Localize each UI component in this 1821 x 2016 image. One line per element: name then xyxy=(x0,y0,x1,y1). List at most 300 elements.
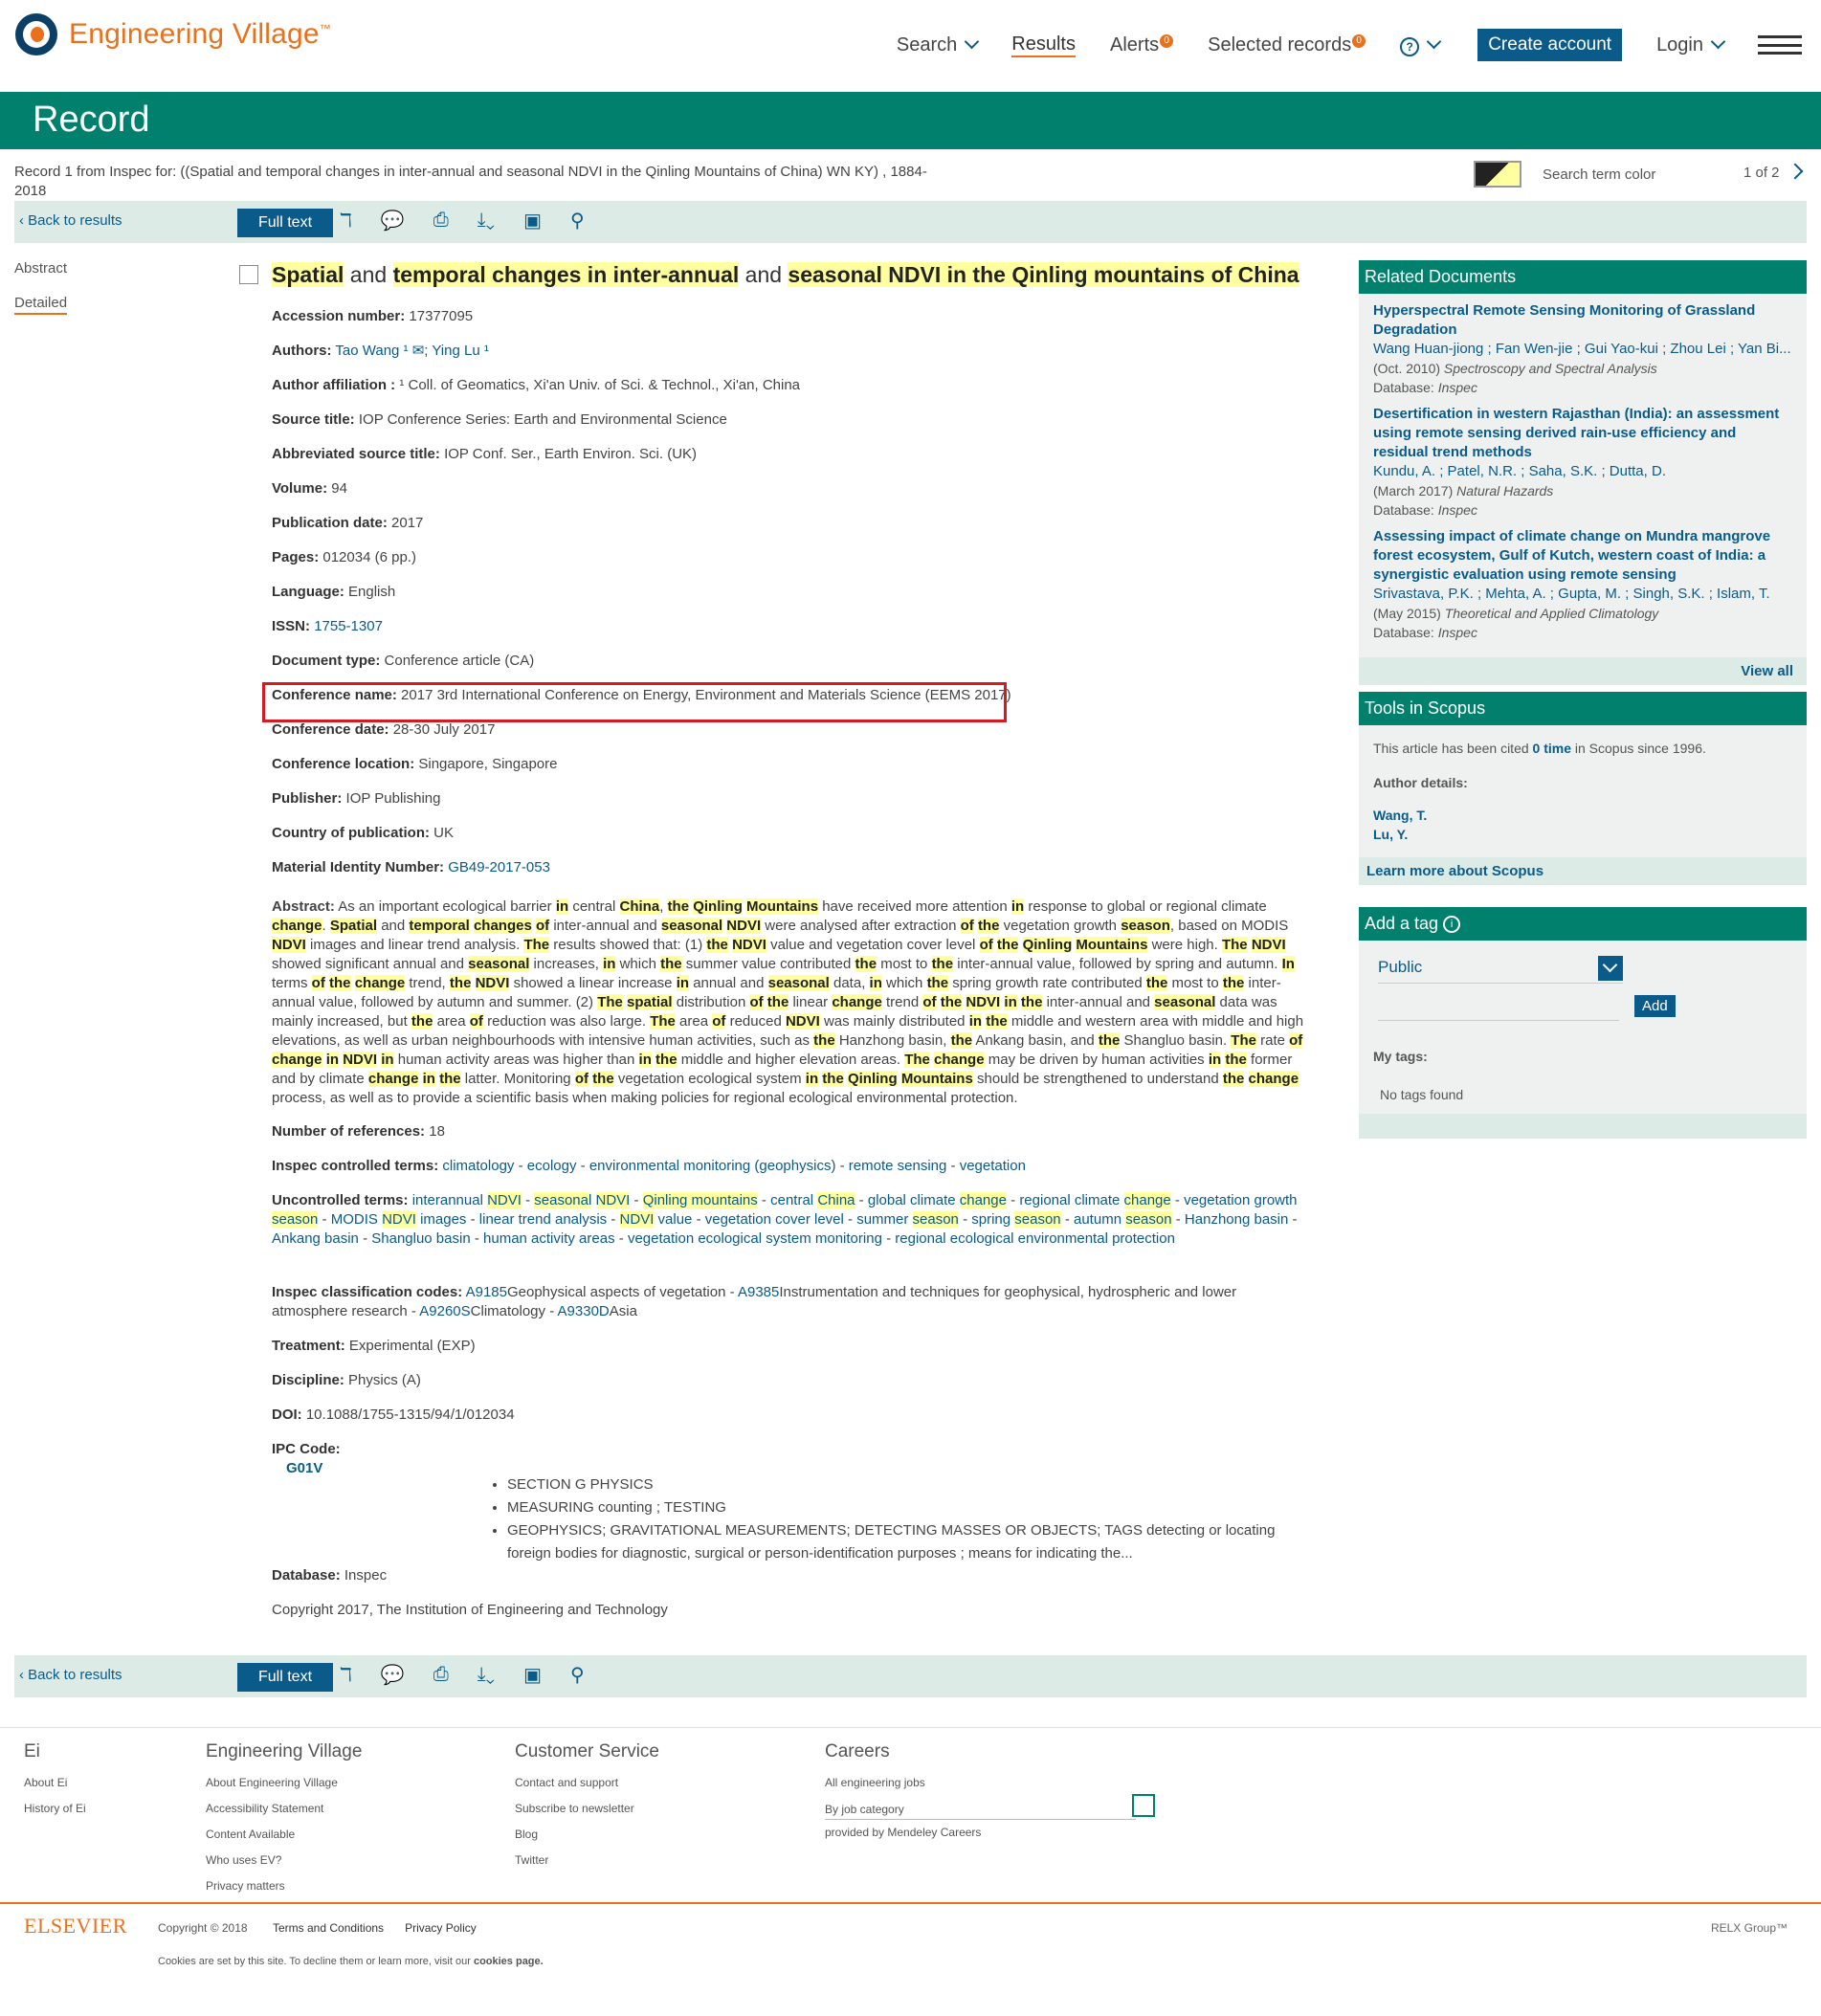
record-field xyxy=(272,789,440,809)
abstract-keyword: of xyxy=(1289,1032,1303,1049)
record-field xyxy=(272,617,383,636)
journal-name: Theoretical and Applied Climatology xyxy=(1444,606,1659,621)
abstract-keyword: NDVI xyxy=(726,918,762,934)
footer-col-service: Customer Service Contact and support Subscribe to newsletter Blog Twitter xyxy=(515,1741,659,1873)
abstract-keyword: the xyxy=(931,956,954,972)
treatment-field: Treatment: Experimental (EXP) xyxy=(272,1338,476,1354)
abstract-keyword: in xyxy=(968,1013,983,1030)
nav-search[interactable]: Search xyxy=(897,34,977,56)
scopus-author-link[interactable]: Lu, Y. xyxy=(1373,827,1409,842)
abstract-keyword: NDVI xyxy=(343,1052,378,1068)
footer-link[interactable]: Contact and support xyxy=(515,1776,619,1789)
term-link[interactable]: regional ecological environmental protection xyxy=(895,1230,1175,1247)
related-documents-list xyxy=(1359,294,1807,657)
abstract-keyword: the xyxy=(1222,1071,1245,1087)
record-field xyxy=(272,858,550,877)
field-label: Conference name: xyxy=(272,687,397,703)
abstract-keyword: the xyxy=(926,975,949,991)
controlled-terms-field: Inspec controlled terms: climatology - ecology - environmental monitoring (geophysics) - remote sensing - vegetation xyxy=(272,1158,1026,1174)
abstract-keyword: in xyxy=(555,898,569,915)
field-value: English xyxy=(348,584,396,600)
chevron-down-icon xyxy=(1132,1794,1155,1817)
nav-alerts[interactable]: Alerts 0 xyxy=(1110,34,1173,56)
field-value-link[interactable]: 1755-1307 xyxy=(314,618,383,634)
term-link[interactable]: spring season xyxy=(971,1211,1061,1228)
abstract-keyword: seasonal xyxy=(468,956,530,972)
field-value-link[interactable]: GB49-2017-053 xyxy=(448,859,550,875)
abstract-keyword: China xyxy=(619,898,660,915)
abstract-keyword: the xyxy=(411,1013,433,1030)
abstract-keyword: in xyxy=(325,1052,340,1068)
abstract-keyword: change xyxy=(934,1052,985,1068)
abstract-keyword: change xyxy=(272,1052,322,1068)
search-term-color[interactable]: Search term color xyxy=(1474,161,1655,188)
page-banner xyxy=(0,92,1821,149)
term-keyword: change xyxy=(959,1192,1007,1208)
field-label: Volume: xyxy=(272,480,328,497)
references-field: Number of references: 18 xyxy=(272,1123,445,1140)
abstract-keyword: Mountains xyxy=(1076,937,1148,953)
footer-link[interactable]: Privacy matters xyxy=(206,1879,285,1893)
abstract-keyword: in xyxy=(603,956,616,972)
abstract-keyword: the xyxy=(592,1071,614,1087)
footer-link[interactable]: Blog xyxy=(515,1828,539,1841)
abstract-keyword: the xyxy=(1225,1052,1247,1068)
term-keyword: change xyxy=(1123,1192,1171,1208)
abstract-keyword: in xyxy=(1004,994,1017,1010)
alerts-count-badge: 0 xyxy=(1160,34,1173,48)
abstract-keyword: of xyxy=(469,1013,483,1030)
field-value: IOP Conference Series: Earth and Environmental Science xyxy=(358,411,727,428)
classification-code-link[interactable]: A9330D xyxy=(557,1303,610,1319)
abstract-keyword: in xyxy=(1010,898,1025,915)
abstract-keyword: in xyxy=(869,975,882,991)
database-field: Database: Inspec xyxy=(272,1567,388,1584)
abstract-keyword: the xyxy=(1098,1032,1121,1049)
tag-visibility-select[interactable]: Public xyxy=(1378,952,1623,984)
term-keyword: NDVI xyxy=(382,1211,416,1228)
term-link[interactable]: climatology xyxy=(442,1158,515,1174)
back-to-results-link[interactable]: ‹ Back to results xyxy=(19,212,122,229)
cited-by-text: This article has been cited 0 time in Scopus since 1996. xyxy=(1373,741,1706,756)
related-doc-db: Database: Inspec xyxy=(1373,380,1477,395)
terms-link[interactable]: Terms and Conditions xyxy=(273,1921,385,1935)
field-value: Singapore, Singapore xyxy=(418,756,558,772)
print-icon[interactable]: ⎙ xyxy=(433,210,449,231)
help-icon: ? xyxy=(1400,37,1419,56)
abstract-keyword: of xyxy=(712,1013,726,1030)
abstract-keyword: Mountains xyxy=(900,1071,973,1087)
search-icon[interactable]: ⚲ xyxy=(569,1665,585,1686)
term-link[interactable]: ecology xyxy=(526,1158,577,1174)
footer-link[interactable]: Subscribe to newsletter xyxy=(515,1802,634,1815)
record-field xyxy=(272,307,473,326)
cookies-page-link[interactable]: cookies page. xyxy=(473,1956,544,1967)
color-swatch-icon[interactable] xyxy=(1474,161,1521,188)
abstract-keyword: the xyxy=(449,975,472,991)
abstract-keyword: the xyxy=(1145,975,1168,991)
hamburger-menu-icon[interactable] xyxy=(1758,35,1802,55)
discipline-field: Discipline: Physics (A) xyxy=(272,1372,421,1388)
abstract-keyword: the xyxy=(660,956,682,972)
save-to-folder-icon[interactable]: ▣ xyxy=(523,210,542,232)
term-link[interactable]: summer season xyxy=(856,1211,959,1228)
abstract-keyword: NDVI xyxy=(966,994,1001,1010)
term-link[interactable]: remote sensing xyxy=(848,1158,947,1174)
view-all-link[interactable]: View all xyxy=(1359,657,1807,685)
comment-icon[interactable]: 💬 xyxy=(380,1665,405,1686)
field-label: Country of publication: xyxy=(272,825,430,841)
record-field xyxy=(272,376,800,395)
related-doc-title[interactable]: Hyperspectral Remote Sensing Monitoring of Grassland Degradation xyxy=(1373,302,1756,338)
abstract-keyword: seasonal xyxy=(1154,994,1216,1010)
field-label: Conference date: xyxy=(272,721,389,738)
term-link[interactable]: autumn season xyxy=(1074,1211,1172,1228)
related-doc-title[interactable]: Assessing impact of climate change on Mundra mangrove forest ecosystem, Gulf of Kutch, western coast of India: a synergistic evaluation using remote sensing xyxy=(1373,528,1771,583)
field-value: 17377095 xyxy=(409,308,474,324)
abstract-keyword: NDVI xyxy=(785,1013,820,1030)
abstract-keyword: changes xyxy=(473,918,532,934)
chevron-down-icon xyxy=(1598,956,1623,981)
classification-code-link[interactable]: A9260S xyxy=(419,1303,471,1319)
footer-link[interactable]: Content Available xyxy=(206,1828,296,1841)
cited-count-link[interactable]: 0 time xyxy=(1532,741,1571,756)
footer-col-careers: Careers All engineering jobs By job category provided by Mendeley Careers xyxy=(825,1741,1155,1846)
author-details-label: Author details: xyxy=(1373,775,1468,790)
select-record-checkbox[interactable] xyxy=(239,265,258,284)
abstract-keyword: the xyxy=(813,1032,835,1049)
footer-link[interactable]: About Ei xyxy=(24,1776,68,1789)
abstract-keyword: The xyxy=(523,937,550,953)
full-text-button[interactable]: Full text xyxy=(237,209,333,237)
abstract-keyword: the xyxy=(855,956,877,972)
term-link[interactable]: vegetation ecological system monitoring xyxy=(627,1230,882,1247)
doi-field: DOI: 10.1088/1755-1315/94/1/012034 xyxy=(272,1407,515,1423)
footer-link[interactable]: All engineering jobs xyxy=(825,1776,925,1789)
abstract-keyword: in xyxy=(422,1071,435,1087)
related-documents-panel xyxy=(1359,260,1807,685)
field-label: Source title: xyxy=(272,411,355,428)
abstract-keyword: NDVI xyxy=(272,937,306,953)
mendeley-text: provided by Mendeley Careers xyxy=(825,1826,982,1839)
db-name: Inspec xyxy=(1437,502,1477,518)
download-icon[interactable]: ⤓⌄ xyxy=(477,210,496,231)
field-label: Language: xyxy=(272,584,344,600)
ipc-hierarchy-list xyxy=(469,1473,1311,1565)
db-name: Inspec xyxy=(1437,380,1477,395)
ipc-item: • MEASURING counting ; TESTING xyxy=(507,1496,1311,1519)
field-value: 28-30 July 2017 xyxy=(392,721,496,738)
side-nav-abstract[interactable]: Abstract xyxy=(14,260,68,277)
abstract-keyword: the xyxy=(1222,975,1245,991)
related-doc-db: Database: Inspec xyxy=(1373,625,1477,640)
main-nav xyxy=(862,29,1802,61)
copyright-text: Copyright © 2018 xyxy=(158,1921,248,1935)
abstract-keyword: temporal xyxy=(409,918,470,934)
selected-count-badge: 0 xyxy=(1352,34,1366,48)
abstract-keyword: the xyxy=(439,1071,461,1087)
term-link[interactable]: regional climate change xyxy=(1019,1192,1171,1208)
abstract-keyword: the xyxy=(822,1071,844,1087)
abstract-keyword: the xyxy=(996,937,1019,953)
my-tags-label: My tags: xyxy=(1373,1049,1428,1064)
abstract-block: Abstract: As an important ecological barrier in central China, the Qinling Mountains have received more attention in response to global or regional climate change. Spatial and temporal changes of inter-annual and seasonal NDVI were analysed after extraction of the vegetation growth season, based on MODIS NDVI images and linear trend analysis. The results showed that: (1) the NDVI value and vegetation cover level of the Qinling Mountains were high. The NDVI showed significant annual and seasonal increases, in which the summer value contributed the most to the inter-annual value, followed by spring and autumn. In terms of the change trend, the NDVI showed a linear increase in annual and seasonal data, in which the spring growth rate contributed the most to the inter-annual value, followed by autumn and summer. (2) The spatial distribution of the linear change trend of the NDVI in the inter-annual and seasonal data was mainly increased, but the area of reduction was also large. The area of reduced NDVI was mainly distributed in the middle and western area with middle and high elevations, as well as urban neighbourhoods with intensive human activities, such as the Hanzhong basin, the Ankang basin, and the Shangluo basin. The rate of change in NDVI in human activity areas was higher than in the middle and higher elevation areas. The change may be driven by human activities in the former and by climate change in the latter. Monitoring of the vegetation ecological system in the Qinling Mountains should be strengthened to understand the change process, as well as to provide a scientific basis when making policies for regional ecological environmental protection. xyxy=(272,898,1304,1106)
page-title: Record xyxy=(33,100,150,140)
save-to-folder-icon[interactable]: ▣ xyxy=(523,1665,542,1686)
term-link[interactable]: NDVI value xyxy=(619,1211,693,1228)
related-doc-authors[interactable]: Wang Huan-jiong ; Fan Wen-jie ; Gui Yao-kui ; Zhou Lei ; Yan Bi... xyxy=(1373,341,1791,357)
field-value: ¹ Coll. of Geomatics, Xi'an Univ. of Sci. & Technol., Xi'an, China xyxy=(399,377,801,393)
abstract-keyword: the xyxy=(766,994,789,1010)
title-segment: Spatial xyxy=(272,262,344,287)
footer-link[interactable]: Accessibility Statement xyxy=(206,1802,324,1815)
title-segment: temporal changes in inter-annual xyxy=(392,262,740,287)
info-icon[interactable]: i xyxy=(1443,916,1460,933)
abstract-keyword: in xyxy=(805,1071,819,1087)
related-doc-authors[interactable]: Srivastava, P.K. ; Mehta, A. ; Gupta, M. ; Singh, S.K. ; Islam, T. xyxy=(1373,586,1770,602)
record-field xyxy=(272,514,423,533)
abstract-keyword: of xyxy=(979,937,993,953)
field-label: Document type: xyxy=(272,653,381,669)
term-link[interactable]: Shangluo basin xyxy=(371,1230,471,1247)
abstract-keyword: the xyxy=(329,975,351,991)
abstract-keyword: the xyxy=(655,1052,677,1068)
abstract-keyword: change xyxy=(354,975,406,991)
abstract-keyword: of xyxy=(960,918,974,934)
ipc-item: • GEOPHYSICS; GRAVITATIONAL MEASUREMENTS; DETECTING MASSES OR OBJECTS; TAGS detecting or locating foreign bodies for diagnostic, surgical or person-identification purposes ; means for indicating the... xyxy=(507,1519,1311,1565)
abstract-keyword: of xyxy=(311,975,325,991)
term-keyword: season xyxy=(272,1211,319,1228)
classification-code-link[interactable]: A9385 xyxy=(737,1284,780,1300)
term-link[interactable]: central China xyxy=(770,1192,855,1208)
ipc-field: IPC Code: G01V xyxy=(272,1441,341,1476)
related-doc-source: (March 2017) Natural Hazards xyxy=(1373,483,1554,498)
term-link[interactable]: human activity areas xyxy=(483,1230,615,1247)
related-doc xyxy=(1373,405,1792,520)
abstract-keyword: NDVI xyxy=(475,975,510,991)
toolbar-icons xyxy=(340,209,613,233)
back-to-results-link[interactable]: ‹ Back to results xyxy=(19,1667,122,1683)
field-label: Author affiliation : xyxy=(272,377,396,393)
field-label: Pages: xyxy=(272,549,320,565)
nav-login[interactable]: Login xyxy=(1656,34,1723,56)
term-keyword: season xyxy=(1125,1211,1172,1228)
abstract-keyword: the xyxy=(667,898,690,915)
download-icon[interactable]: ⤓⌄ xyxy=(477,1664,496,1685)
nav-help[interactable] xyxy=(1400,34,1439,56)
footer-link[interactable]: Who uses EV? xyxy=(206,1853,282,1867)
field-label: Publisher: xyxy=(272,790,343,807)
record-pager: 1 of 2 xyxy=(1743,165,1801,181)
field-value: 2017 3rd International Conference on Energy, Environment and Materials Science (EEMS 2017) xyxy=(401,687,1011,703)
related-doc xyxy=(1373,527,1792,642)
term-link[interactable] xyxy=(534,1192,630,1208)
ipc-code-link[interactable]: G01V xyxy=(286,1460,323,1476)
learn-more-scopus-link[interactable]: Learn more about Scopus xyxy=(1366,863,1544,879)
term-link[interactable]: Ankang basin xyxy=(272,1230,359,1247)
footer-col-ei: Ei About Ei History of Ei xyxy=(24,1741,86,1822)
privacy-link[interactable]: Privacy Policy xyxy=(405,1921,477,1935)
classification-code-link[interactable]: A9185 xyxy=(465,1284,507,1300)
abstract-keyword: of xyxy=(535,918,550,934)
abstract-keyword: NDVI xyxy=(1251,937,1286,953)
title-segment: and xyxy=(739,262,788,287)
engineering-village-logo[interactable] xyxy=(15,13,331,55)
title-segment: and xyxy=(344,262,393,287)
tools-in-scopus-panel xyxy=(1359,692,1807,885)
abstract-keyword: the xyxy=(940,994,963,1010)
job-category-select[interactable]: By job category xyxy=(825,1800,1136,1820)
print-icon[interactable]: ⎙ xyxy=(433,1664,449,1685)
tcd-icon[interactable]: ℸ xyxy=(340,1665,352,1686)
journal-name: Natural Hazards xyxy=(1456,483,1554,498)
abstract-keyword: of xyxy=(922,994,937,1010)
tools-in-scopus-title: Tools in Scopus xyxy=(1359,692,1807,725)
abstract-keyword: spatial xyxy=(627,994,673,1010)
related-doc-authors[interactable]: Kundu, A. ; Patel, N.R. ; Saha, S.K. ; Dutta, D. xyxy=(1373,463,1666,479)
tcd-icon[interactable]: ℸ xyxy=(340,210,352,232)
no-tags-text: No tags found xyxy=(1380,1087,1464,1102)
record-toolbar-bottom xyxy=(14,1655,1807,1697)
field-label: Abbreviated source title: xyxy=(272,446,440,462)
term-link[interactable]: vegetation cover level xyxy=(704,1211,844,1228)
nav-selected-records[interactable]: Selected records 0 xyxy=(1208,34,1366,56)
term-keyword: NDVI xyxy=(487,1192,522,1208)
title-segment: seasonal NDVI in the Qinling mountains of China xyxy=(788,262,1299,287)
chevron-down-icon xyxy=(1711,33,1726,49)
record-field xyxy=(272,720,495,740)
record-field xyxy=(272,445,697,464)
nav-results[interactable]: Results xyxy=(1011,33,1076,57)
full-text-button[interactable]: Full text xyxy=(237,1663,333,1692)
classification-text: Climatology xyxy=(470,1303,546,1319)
record-field xyxy=(272,342,489,361)
abstract-keyword: in xyxy=(381,1052,394,1068)
field-value-link[interactable]: Tao Wang ¹ ✉; Ying Lu ¹ xyxy=(335,343,489,359)
abstract-keyword: Qinling xyxy=(1022,937,1073,953)
footer xyxy=(0,1727,1821,1905)
term-link[interactable]: MODIS NDVI images xyxy=(330,1211,467,1228)
term-keyword: season xyxy=(912,1211,959,1228)
term-link[interactable]: Hanzhong basin xyxy=(1184,1211,1289,1228)
related-doc-title[interactable]: Desertification in western Rajasthan (India): an assessment using remote sensing derived rain-use efficiency and residual trend methods xyxy=(1373,406,1780,460)
field-label: Accession number: xyxy=(272,308,406,324)
term-keyword: season xyxy=(1014,1211,1061,1228)
abstract-keyword: Qinling xyxy=(693,898,743,915)
term-link[interactable]: vegetation xyxy=(959,1158,1026,1174)
field-label: Conference location: xyxy=(272,756,415,772)
related-doc-source: (Oct. 2010) Spectroscopy and Spectral Analysis xyxy=(1373,361,1657,376)
abstract-keyword: the xyxy=(950,1032,973,1049)
abstract-keyword: in xyxy=(676,975,690,991)
field-label: ISSN: xyxy=(272,618,311,634)
record-field xyxy=(272,410,727,430)
comment-icon[interactable]: 💬 xyxy=(380,210,405,232)
classification-codes-field: Inspec classification codes: A9185Geophysical aspects of vegetation - A9385Instrumentation and techniques for geophysical, hydrospheric and lower atmosphere research - A9260SClimatology - A9330DAsia xyxy=(272,1284,1237,1319)
tag-input[interactable] xyxy=(1378,995,1619,1021)
abstract-keyword: season xyxy=(1121,918,1170,934)
field-value: IOP Publishing xyxy=(345,790,441,807)
abstract-keyword: the xyxy=(706,937,728,953)
field-label: Authors: xyxy=(272,343,332,359)
footer-link[interactable]: Twitter xyxy=(515,1853,549,1867)
record-field xyxy=(272,755,557,774)
abstract-keyword: change xyxy=(367,1071,419,1087)
term-link[interactable]: interannual NDVI xyxy=(411,1192,522,1208)
abstract-keyword: The xyxy=(650,1013,676,1030)
term-link[interactable] xyxy=(643,1192,758,1208)
abstract-keyword: in xyxy=(1208,1052,1222,1068)
record-toolbar-top xyxy=(14,201,1807,243)
abstract-keyword: change xyxy=(1248,1071,1299,1087)
record-field xyxy=(272,548,416,567)
related-doc-source: (May 2015) Theoretical and Applied Climatology xyxy=(1373,606,1659,621)
create-account-button[interactable]: Create account xyxy=(1477,29,1622,61)
abstract-keyword: The xyxy=(1221,937,1248,953)
logo-text: Engineering Village™ xyxy=(69,18,331,50)
term-link[interactable]: global climate change xyxy=(867,1192,1007,1208)
term-link[interactable]: linear trend analysis xyxy=(478,1211,608,1228)
abstract-keyword: change xyxy=(832,994,882,1010)
classification-text: Asia xyxy=(609,1303,637,1319)
field-label: Material Identity Number: xyxy=(272,859,445,875)
abstract-keyword: seasonal xyxy=(767,975,830,991)
uncontrolled-terms-field: Uncontrolled terms: interannual NDVI - seasonal NDVI - Qinling mountains - central China - global climate change - regional climate change - vegetation growth season - MODIS NDVI images - linear trend analysis - NDVI value - vegetation cover level - summer season - spring season - autumn season - Hanzhong basin - Ankang basin - Shangluo basin - human activity areas - vegetation ecological system monitoring - regional ecological environmental protection xyxy=(272,1192,1298,1247)
abstract-keyword: the xyxy=(986,1013,1008,1030)
field-value: Conference article (CA) xyxy=(384,653,535,669)
term-link[interactable]: vegetation growth season xyxy=(272,1192,1298,1228)
record-field xyxy=(272,583,395,602)
abstract-keyword: the xyxy=(977,918,1000,934)
related-doc xyxy=(1373,301,1792,397)
side-nav-detailed[interactable]: Detailed xyxy=(14,295,67,315)
field-value: 94 xyxy=(331,480,347,497)
abstract-text: As an important ecological barrier in central China, the Qinling Mountains have received more attention in response to global or regional climate change. Spatial and temporal changes of inter-annual and seasonal NDVI were analysed after extraction of the vegetation growth season, based on MODIS NDVI images and linear trend analysis. The results showed that: (1) the NDVI value and vegetation cover level of the Qinling Mountains were high. The NDVI showed significant annual and seasonal increases, in which the summer value contributed the most to the inter-annual value, followed by spring and autumn. In terms of the change trend, the NDVI showed a linear increase in annual and seasonal data, in which the spring growth rate contributed the most to the inter-annual value, followed by autumn and summer. (2) The spatial distribution of the linear change trend of the NDVI in the inter-annual and seasonal data was mainly increased, but the area of reduction was also large. The area of reduced NDVI was mainly distributed in the middle and western area with middle and high elevations, as well as urban neighbourhoods with intensive human activities, such as the Hanzhong basin, the Ankang basin, and the Shangluo basin. The rate of change in NDVI in human activity areas was higher than in the middle and higher elevation areas. The change may be driven by human activities in the former and by climate change in the latter. Monitoring of the vegetation ecological system in the Qinling Mountains should be strengthened to understand the change process, as well as to provide a scientific basis when making policies for regional ecological environmental protection. xyxy=(272,898,1304,1106)
abstract-keyword: the xyxy=(1020,994,1043,1010)
abstract-keyword: Mountains xyxy=(746,898,819,915)
abstract-keyword: in xyxy=(638,1052,652,1068)
field-value: 2017 xyxy=(391,515,424,531)
next-record-icon[interactable] xyxy=(1787,164,1803,180)
abstract-keyword: In xyxy=(1281,956,1295,972)
term-keyword: NDVI xyxy=(595,1192,631,1208)
term-link[interactable]: environmental monitoring (geophysics) xyxy=(588,1158,836,1174)
add-tag-button[interactable]: Add xyxy=(1634,995,1676,1017)
abstract-keyword: Qinling xyxy=(847,1071,898,1087)
elsevier-logo[interactable]: ELSEVIER xyxy=(24,1914,127,1938)
field-value: 012034 (6 pp.) xyxy=(322,549,416,565)
abstract-keyword: of xyxy=(749,994,764,1010)
scopus-author-link[interactable]: Wang, T. xyxy=(1373,808,1428,823)
abstract-keyword: Spatial xyxy=(329,918,378,934)
footer-col-ev: Engineering Village About Engineering Village Accessibility Statement Content Available Who uses EV? Privacy matters xyxy=(206,1741,362,1899)
db-name: Inspec xyxy=(1437,625,1477,640)
abstract-keyword: The xyxy=(1231,1032,1256,1049)
field-value: IOP Conf. Ser., Earth Environ. Sci. (UK) xyxy=(444,446,698,462)
abstract-keyword: seasonal xyxy=(660,918,723,934)
record-query-line: Record 1 from Inspec for: ((Spatial and temporal changes in inter-annual and seasonal NDVI in the Qinling Mountains of China) WN KY) , 1884-2018 xyxy=(14,164,927,199)
footer-link[interactable]: About Engineering Village xyxy=(206,1776,338,1789)
record-field xyxy=(272,652,534,671)
relx-logo[interactable]: RELX Group™ xyxy=(1710,1921,1788,1935)
term-keyword: Qinling mountains xyxy=(642,1192,758,1208)
ei-logo-icon xyxy=(15,13,57,55)
abstract-keyword: The xyxy=(597,994,623,1010)
footer-link[interactable]: History of Ei xyxy=(24,1802,86,1815)
term-keyword: NDVI xyxy=(619,1211,655,1228)
field-label: Publication date: xyxy=(272,515,388,531)
search-icon[interactable]: ⚲ xyxy=(569,210,585,232)
